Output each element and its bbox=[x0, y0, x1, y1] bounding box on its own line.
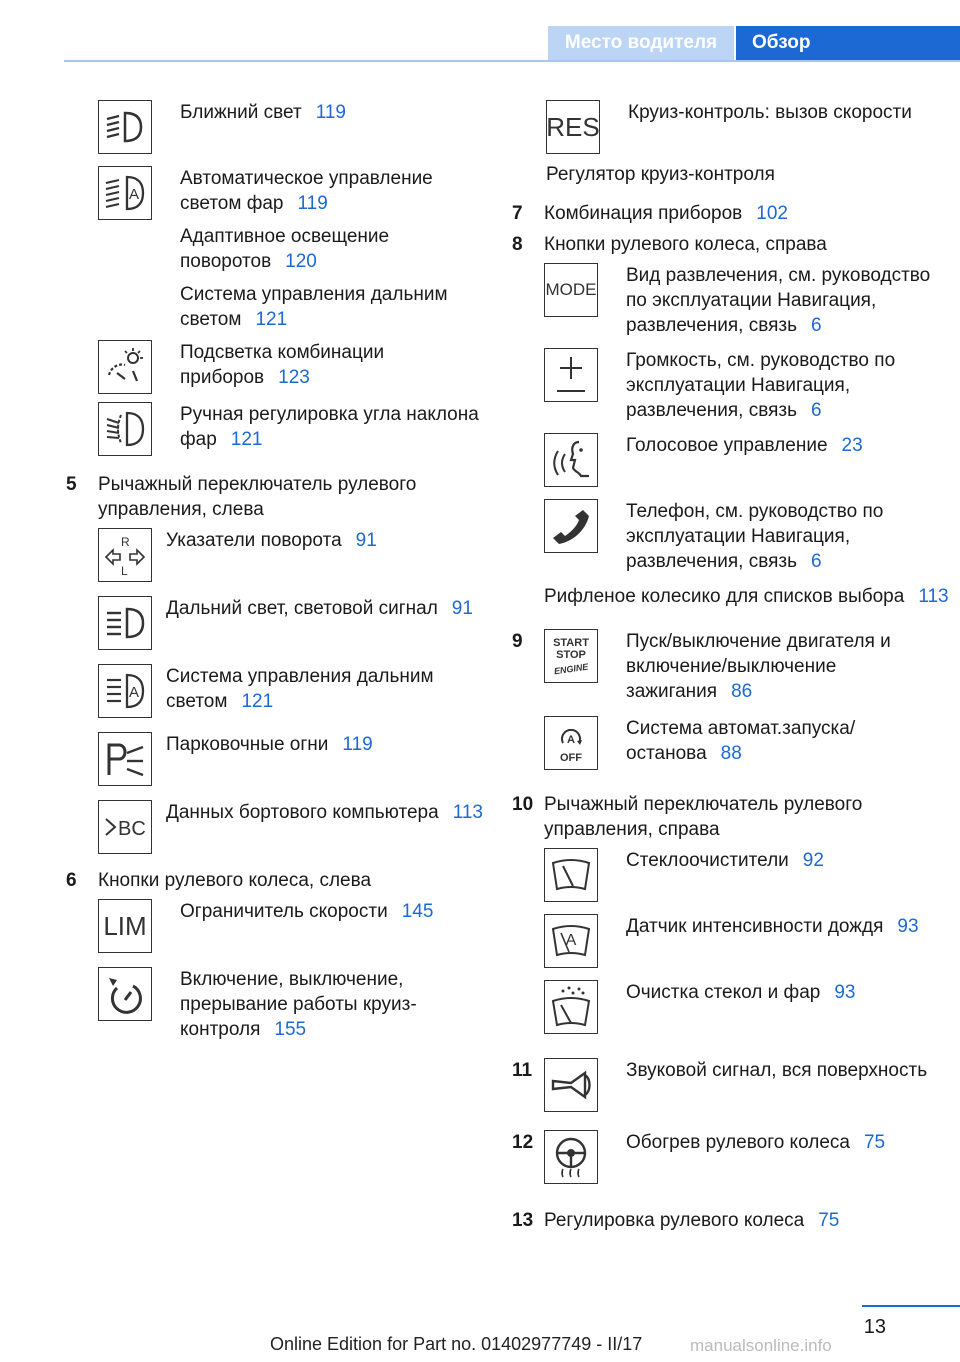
item-text: Обогрев рулевого колеса bbox=[626, 1132, 850, 1153]
list-item bbox=[544, 263, 952, 346]
page-link[interactable]: 93 bbox=[897, 916, 919, 937]
section-number: 9 bbox=[512, 631, 523, 652]
lim-icon bbox=[98, 899, 152, 953]
list-item bbox=[546, 100, 952, 154]
page-link[interactable]: 75 bbox=[863, 1132, 886, 1153]
list-item bbox=[544, 848, 952, 902]
steering-heat-icon bbox=[544, 1130, 598, 1184]
item-text: Вид развлечения, см. руководство по эксплуатации Навигация, развлечения, связь bbox=[626, 265, 931, 336]
item-text: Громкость, см. руководство по эксплуатации Навигация, развлечения, связь bbox=[626, 350, 896, 421]
list-item bbox=[544, 914, 952, 968]
page-link[interactable]: 6 bbox=[811, 551, 822, 572]
section-number: 10 bbox=[512, 794, 534, 815]
page-link[interactable]: 88 bbox=[720, 743, 742, 764]
list-item bbox=[98, 664, 486, 722]
item-text: Стеклоочистители bbox=[626, 850, 789, 871]
section-9 bbox=[512, 629, 952, 774]
section-13 bbox=[512, 1208, 952, 1233]
list-item bbox=[98, 899, 486, 953]
item-text: Включение, выключение, прерывание работы круиз-контроля bbox=[180, 969, 417, 1040]
page-link[interactable]: 121 bbox=[255, 309, 288, 330]
section-number: 13 bbox=[512, 1210, 534, 1231]
res-icon bbox=[546, 100, 600, 154]
high-beam-assist-icon bbox=[98, 664, 152, 718]
start-stop-icon bbox=[544, 629, 598, 683]
item-text: Система управления дальним светом bbox=[180, 284, 448, 330]
page-link[interactable]: 119 bbox=[342, 734, 373, 755]
item-text: Дальний свет, световой сигнал bbox=[166, 598, 438, 619]
page-link[interactable]: 93 bbox=[834, 982, 856, 1003]
turn-l-glyph: L bbox=[121, 564, 128, 577]
mode-glyph: MODE bbox=[545, 280, 597, 299]
wiper-icon bbox=[544, 848, 598, 902]
start-glyph: START bbox=[553, 637, 589, 649]
list-item bbox=[98, 166, 486, 340]
high-beam-icon bbox=[98, 596, 152, 650]
washer-icon bbox=[544, 980, 598, 1034]
section-12 bbox=[512, 1130, 952, 1184]
page-link[interactable]: 102 bbox=[756, 203, 788, 224]
parking-light-icon bbox=[98, 732, 152, 786]
page-link[interactable]: 123 bbox=[278, 367, 310, 388]
item-text: Ближний свет bbox=[180, 102, 302, 123]
edition-note: Online Edition for Part no. 01402977749 - II/17 bbox=[270, 1334, 643, 1354]
assist-a-glyph: A bbox=[129, 684, 140, 701]
section-7 bbox=[512, 201, 952, 226]
auto-headlight-icon bbox=[98, 166, 152, 220]
section-number: 5 bbox=[66, 474, 77, 495]
right-column bbox=[512, 100, 952, 1239]
section-number: 12 bbox=[512, 1132, 534, 1153]
section-title: Регулировка рулевого колеса bbox=[544, 1210, 805, 1231]
item-text: Система управления дальним светом bbox=[166, 666, 434, 712]
header-rule bbox=[64, 60, 960, 62]
item-text: Система автомат.запуска/останова bbox=[626, 718, 856, 764]
phone-icon bbox=[544, 499, 598, 553]
page-link[interactable]: 121 bbox=[241, 691, 274, 712]
item-text: Данных бортового компьютера bbox=[166, 802, 439, 823]
page-number: 13 bbox=[863, 1316, 886, 1338]
section-title: Рычажный переключатель рулевого управления, слева bbox=[98, 474, 417, 520]
watermark: manualsonline.info bbox=[690, 1336, 832, 1355]
item-text: Очистка стекол и фар bbox=[626, 982, 821, 1003]
section-8 bbox=[512, 232, 952, 615]
list-item bbox=[544, 629, 952, 712]
section-title: Рычажный переключатель рулевого управления, справа bbox=[544, 794, 863, 840]
turn-signal-icon bbox=[98, 528, 152, 582]
page-link[interactable]: 75 bbox=[818, 1210, 840, 1231]
page-link[interactable]: 113 bbox=[452, 802, 483, 823]
rain-a-glyph: A bbox=[565, 932, 577, 949]
list-item bbox=[98, 528, 486, 582]
res-note: Регулятор круиз-контроля bbox=[546, 164, 775, 185]
headlight-range-icon bbox=[98, 402, 152, 456]
list-item bbox=[544, 980, 952, 1034]
cruise-control-icon bbox=[98, 967, 152, 1021]
page-link[interactable]: 91 bbox=[451, 598, 473, 619]
auto-start-off-icon bbox=[544, 716, 598, 770]
section-title: Кнопки рулевого колеса, слева bbox=[98, 870, 372, 891]
page-link[interactable]: 121 bbox=[230, 429, 263, 450]
section-title: Кнопки рулевого колеса, справа bbox=[544, 234, 827, 255]
list-item bbox=[98, 800, 486, 854]
list-item bbox=[98, 402, 486, 460]
voice-control-icon bbox=[544, 433, 598, 487]
item-text: Датчик интенсивности дождя bbox=[626, 916, 884, 937]
bc-icon bbox=[98, 800, 152, 854]
section-6 bbox=[66, 868, 486, 1050]
item-text: Голосовое управление bbox=[626, 435, 828, 456]
section-number: 6 bbox=[66, 870, 77, 891]
section-10 bbox=[512, 792, 952, 1034]
section-5 bbox=[66, 472, 486, 854]
page-link[interactable]: 113 bbox=[918, 586, 949, 607]
section-title: Комбинация приборов bbox=[544, 203, 743, 224]
auto-start-a-glyph: A bbox=[567, 734, 575, 746]
auto-a-glyph: A bbox=[129, 186, 140, 203]
list-item bbox=[544, 433, 952, 487]
page-link[interactable]: 119 bbox=[315, 102, 346, 123]
engine-glyph: ENGINE bbox=[553, 661, 589, 677]
low-beam-icon bbox=[98, 100, 152, 154]
item-text: Ручная регулировка угла наклона фар bbox=[180, 404, 479, 450]
volume-icon bbox=[544, 348, 598, 402]
list-item bbox=[544, 1130, 952, 1184]
page-link[interactable]: 145 bbox=[401, 901, 434, 922]
section-number: 11 bbox=[512, 1060, 533, 1081]
left-column bbox=[66, 100, 486, 1056]
stop-glyph: STOP bbox=[556, 649, 586, 661]
item-text: Автоматическое управление светом фар bbox=[180, 168, 433, 214]
header-section: Место водителя bbox=[548, 26, 734, 60]
item-text: Пуск/выключение двигателя и включение/выключение зажигания bbox=[626, 631, 891, 702]
lim-glyph: LIM bbox=[103, 910, 147, 941]
list-item bbox=[98, 100, 486, 154]
item-text: Подсветка комбинации приборов bbox=[180, 342, 385, 388]
instrument-lighting-icon bbox=[98, 340, 152, 394]
list-item bbox=[544, 499, 952, 582]
page-link[interactable]: 86 bbox=[731, 681, 753, 702]
page-link[interactable]: 92 bbox=[802, 850, 824, 871]
turn-r-glyph: R bbox=[121, 535, 130, 549]
item-text: Телефон, см. руководство по эксплуатации Навигация, развлечения, связь bbox=[626, 501, 884, 572]
page-link[interactable]: 120 bbox=[285, 251, 317, 272]
list-item bbox=[98, 967, 486, 1050]
item-text: Указатели поворота bbox=[166, 530, 342, 551]
list-item bbox=[98, 596, 486, 650]
off-glyph: OFF bbox=[560, 752, 582, 764]
section-number: 8 bbox=[512, 234, 523, 255]
item-text: Звуковой сигнал, вся поверхность bbox=[626, 1060, 928, 1081]
footer-rule bbox=[862, 1305, 960, 1307]
scroll-wheel-note: Рифленое колесико для списков выбора bbox=[544, 586, 905, 607]
page-link[interactable]: 91 bbox=[355, 530, 377, 551]
header-tab[interactable]: Обзор bbox=[736, 26, 960, 60]
page-link[interactable]: 6 bbox=[811, 315, 822, 336]
item-text: Адаптивное освещение поворотов bbox=[180, 226, 390, 272]
page-link[interactable]: 155 bbox=[274, 1019, 307, 1040]
page-link[interactable]: 23 bbox=[841, 435, 863, 456]
item-text: Ограничитель скорости bbox=[180, 901, 388, 922]
list-item bbox=[98, 732, 486, 786]
section-number: 7 bbox=[512, 203, 523, 224]
page-link[interactable]: 6 bbox=[811, 400, 822, 421]
item-text: Парковочные огни bbox=[166, 734, 329, 755]
list-item bbox=[544, 348, 952, 431]
mode-icon bbox=[544, 263, 598, 317]
section-11 bbox=[512, 1058, 952, 1112]
bc-glyph: BC bbox=[118, 818, 146, 840]
rain-sensor-icon bbox=[544, 914, 598, 968]
item-text: Круиз-контроль: вызов скорости bbox=[628, 102, 912, 123]
horn-icon bbox=[544, 1058, 598, 1112]
page-link[interactable]: 119 bbox=[297, 193, 328, 214]
list-item bbox=[544, 1058, 952, 1112]
list-item bbox=[544, 716, 952, 774]
res-glyph: RES bbox=[546, 111, 600, 142]
list-item bbox=[98, 340, 486, 398]
